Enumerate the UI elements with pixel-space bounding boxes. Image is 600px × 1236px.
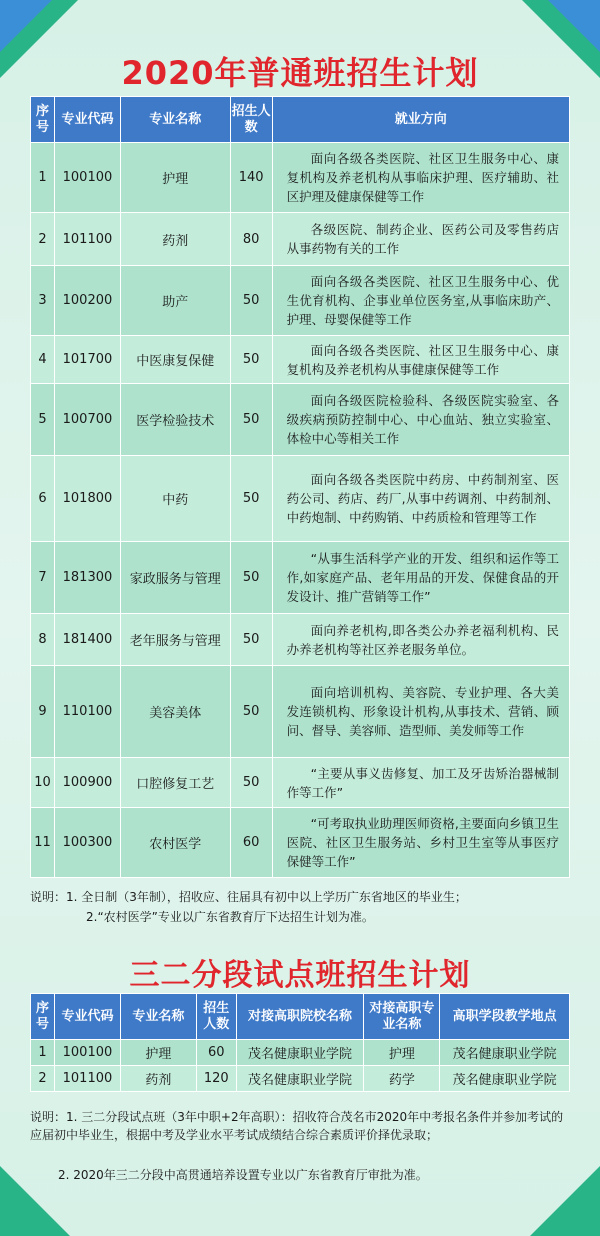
cell-code: 181300 <box>54 542 120 614</box>
cell-code: 100300 <box>54 808 120 878</box>
cell-major: 药学 <box>364 1066 440 1092</box>
table-row <box>31 213 570 266</box>
cell-count: 120 <box>196 1066 236 1092</box>
cell-direction: 面向各级医院检验科、各级医院实验室、各级疾病预防控制中心、中心血站、独立实验室、体检中心等相关工作 <box>272 384 569 456</box>
cell-no: 5 <box>31 384 55 456</box>
cell-no: 1 <box>31 1040 55 1066</box>
cell-name: 药剂 <box>120 213 230 266</box>
cell-count: 140 <box>230 143 272 213</box>
cell-name: 中药 <box>120 456 230 542</box>
cell-name: 护理 <box>120 1040 196 1066</box>
table-row <box>31 1040 570 1066</box>
header-major: 对接高职专业名称 <box>364 994 440 1040</box>
table-row <box>31 614 570 666</box>
cell-code: 101700 <box>54 336 120 384</box>
cell-code: 100100 <box>54 1040 120 1066</box>
cell-name: 医学检验技术 <box>120 384 230 456</box>
cell-location: 茂名健康职业学院 <box>440 1040 570 1066</box>
cell-code: 100200 <box>54 266 120 336</box>
cell-no: 1 <box>31 143 55 213</box>
plan2-title: 三二分段试点班招生计划 <box>129 958 471 993</box>
cell-name: 老年服务与管理 <box>120 614 230 666</box>
table-header-row <box>31 97 570 143</box>
header-count: 招生人数 <box>196 994 236 1040</box>
plan1-note-2: 2.“农村医学”专业以广东省教育厅下达招生计划为准。 <box>86 910 374 924</box>
cell-code: 100900 <box>54 758 120 808</box>
cell-code: 101100 <box>54 213 120 266</box>
cell-code: 101100 <box>54 1066 120 1092</box>
cell-name: 农村医学 <box>120 808 230 878</box>
header-college: 对接高职院校名称 <box>236 994 364 1040</box>
header-code: 专业代码 <box>54 994 120 1040</box>
cell-direction: “可考取执业助理医师资格,主要面向乡镇卫生医院、社区卫生服务站、乡村卫生室等从事医疗保健等工作” <box>272 808 569 878</box>
cell-count: 50 <box>230 666 272 758</box>
cell-direction: “从事生活科学产业的开发、组织和运作等工作,如家庭产品、老年用品的开发、保健食品的开发设计、推广营销等工作” <box>272 542 569 614</box>
cell-no: 9 <box>31 666 55 758</box>
cell-count: 80 <box>230 213 272 266</box>
table-row <box>31 143 570 213</box>
plan1-table <box>30 96 570 878</box>
table-row <box>31 266 570 336</box>
cell-name: 中医康复保健 <box>120 336 230 384</box>
plan2-note-1: 说明：1. 三二分段试点班（3年中职+2年高职）：招收符合茂名市2020年中考报名条件并参加考试的应届初中毕业生，根据中考及学业水平考试成绩结合综合素质评价择优录取； <box>30 1110 564 1142</box>
header-location: 高职学段教学地点 <box>440 994 570 1040</box>
table-row <box>31 1066 570 1092</box>
cell-count: 50 <box>230 542 272 614</box>
table-header-row <box>31 994 570 1040</box>
cell-location: 茂名健康职业学院 <box>440 1066 570 1092</box>
cell-college: 茂名健康职业学院 <box>236 1066 364 1092</box>
header-code: 专业代码 <box>54 97 120 143</box>
cell-direction: 面向各级各类医院、社区卫生服务中心、康复机构及养老机构从事临床护理、医疗辅助、社区护理及健康保健等工作 <box>272 143 569 213</box>
cell-name: 口腔修复工艺 <box>120 758 230 808</box>
cell-count: 50 <box>230 456 272 542</box>
cell-direction: 各级医院、制药企业、医药公司及零售药店从事药物有关的工作 <box>272 213 569 266</box>
cell-direction: 面向各级各类医院、社区卫生服务中心、康复机构及养老机构从事健康保健等工作 <box>272 336 569 384</box>
header-name: 专业名称 <box>120 97 230 143</box>
table-row <box>31 456 570 542</box>
cell-count: 50 <box>230 384 272 456</box>
cell-no: 11 <box>31 808 55 878</box>
plan2-note-2: 2. 2020年三二分段中高贯通培养设置专业以广东省教育厅审批为准。 <box>58 1168 428 1182</box>
cell-no: 2 <box>31 1066 55 1092</box>
cell-direction: “主要从事义齿修复、加工及牙齿矫治器械制作等工作” <box>272 758 569 808</box>
cell-name: 家政服务与管理 <box>120 542 230 614</box>
cell-count: 50 <box>230 614 272 666</box>
plan1-note-1: 说明：1. 全日制（3年制），招收应、往届具有初中以上学历广东省地区的毕业生； <box>30 890 467 904</box>
cell-direction: 面向各级各类医院、社区卫生服务中心、优生优育机构、企事业单位医务室,从事临床助产、护理、母婴保健等工作 <box>272 266 569 336</box>
cell-code: 100100 <box>54 143 120 213</box>
cell-name: 美容美体 <box>120 666 230 758</box>
cell-count: 50 <box>230 758 272 808</box>
corner-decoration <box>0 0 52 52</box>
cell-major: 护理 <box>364 1040 440 1066</box>
table-row <box>31 808 570 878</box>
cell-name: 助产 <box>120 266 230 336</box>
cell-count: 50 <box>230 336 272 384</box>
table-row <box>31 336 570 384</box>
table-row <box>31 666 570 758</box>
cell-name: 护理 <box>120 143 230 213</box>
cell-count: 60 <box>230 808 272 878</box>
cell-no: 3 <box>31 266 55 336</box>
table-row <box>31 384 570 456</box>
cell-name: 药剂 <box>120 1066 196 1092</box>
cell-direction: 面向养老机构,即各类公办养老福利机构、民办养老机构等社区养老服务单位。 <box>272 614 569 666</box>
header-name: 专业名称 <box>120 994 196 1040</box>
cell-college: 茂名健康职业学院 <box>236 1040 364 1066</box>
cell-count: 50 <box>230 266 272 336</box>
cell-code: 100700 <box>54 384 120 456</box>
plan2-table <box>30 993 570 1092</box>
cell-direction: 面向各级各类医院中药房、中药制剂室、医药公司、药店、药厂,从事中药调剂、中药制剂、中药炮制、中药购销、中药质检和管理等工作 <box>272 456 569 542</box>
header-no: 序号 <box>31 97 55 143</box>
cell-code: 181400 <box>54 614 120 666</box>
cell-no: 7 <box>31 542 55 614</box>
header-direction: 就业方向 <box>272 97 569 143</box>
cell-no: 2 <box>31 213 55 266</box>
table-row <box>31 758 570 808</box>
cell-no: 8 <box>31 614 55 666</box>
header-count: 招生人数 <box>230 97 272 143</box>
corner-decoration <box>548 0 600 52</box>
cell-no: 10 <box>31 758 55 808</box>
cell-count: 60 <box>196 1040 236 1066</box>
plan1-title: 2020年普通班招生计划 <box>121 54 479 92</box>
cell-direction: 面向培训机构、美容院、专业护理、各大美发连锁机构、形象设计机构,从事技术、营销、顾问、督导、美容师、造型师、美发师等工作 <box>272 666 569 758</box>
cell-no: 6 <box>31 456 55 542</box>
cell-no: 4 <box>31 336 55 384</box>
cell-code: 101800 <box>54 456 120 542</box>
header-no: 序号 <box>31 994 55 1040</box>
table-row <box>31 542 570 614</box>
cell-code: 110100 <box>54 666 120 758</box>
